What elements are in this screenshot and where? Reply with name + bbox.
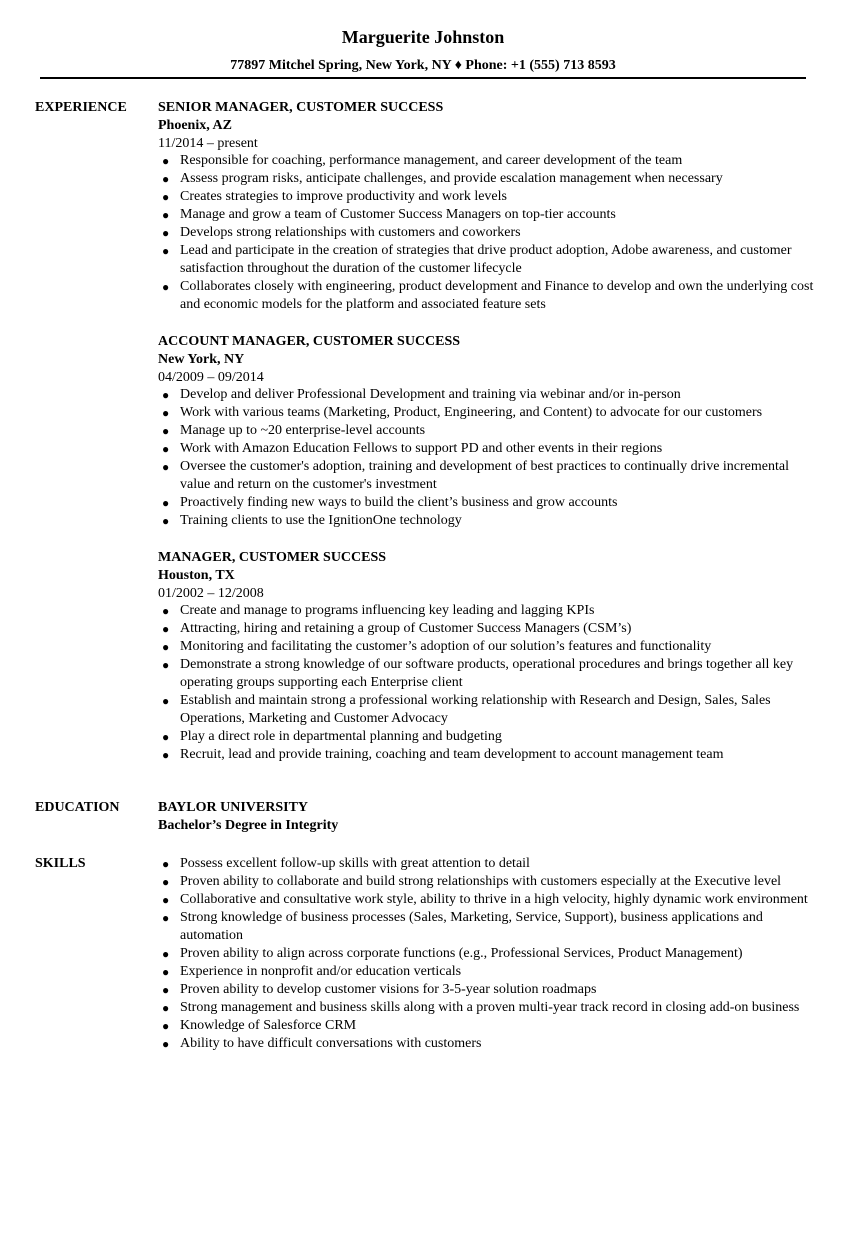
- bullet-icon: ●: [162, 604, 170, 618]
- bullet-text: Develop and deliver Professional Development and training via webinar and/or in-person: [180, 387, 681, 402]
- bullet-icon: ●: [162, 1019, 170, 1033]
- bullet-text: Assess program risks, anticipate challenges, and provide escalation management when necessary: [180, 171, 723, 186]
- bullet-item: [158, 188, 818, 206]
- bullet-icon: ●: [162, 965, 170, 979]
- bullet-text: Work with Amazon Education Fellows to support PD and other events in their regions: [180, 441, 663, 456]
- bullet-item: [158, 638, 818, 656]
- bullet-icon: ●: [162, 983, 170, 997]
- bullet-icon: ●: [162, 388, 170, 402]
- bullet-text: Strong knowledge of business processes (Sales, Marketing, Service, Support), business applications and automation: [180, 910, 763, 943]
- bullet-item: [158, 1017, 818, 1035]
- bullet-icon: ●: [162, 694, 170, 708]
- bullet-text: Ability to have difficult conversations with customers: [180, 1036, 482, 1051]
- job-location: Phoenix, AZ: [158, 118, 232, 133]
- bullet-item: [158, 458, 818, 494]
- bullet-text: Proven ability to align across corporate functions (e.g., Professional Services, Product Management): [180, 946, 743, 961]
- bullet-icon: ●: [162, 658, 170, 672]
- bullet-text: Responsible for coaching, performance management, and career development of the team: [180, 153, 683, 168]
- bullet-icon: ●: [162, 730, 170, 744]
- bullet-item: [158, 728, 818, 746]
- job-entry: [158, 549, 818, 764]
- bullet-text: Oversee the customer's adoption, training and development of best practices to continually drive incremental value and return on the customer's investment: [180, 459, 789, 492]
- bullet-icon: ●: [162, 1037, 170, 1051]
- bullet-text: Experience in nonprofit and/or education verticals: [180, 964, 462, 979]
- job-title: ACCOUNT MANAGER, CUSTOMER SUCCESS: [158, 334, 461, 349]
- bullet-item: [158, 873, 818, 891]
- bullet-text: Manage up to ~20 enterprise-level accounts: [180, 423, 426, 438]
- bullet-item: [158, 746, 818, 764]
- bullet-icon: ●: [162, 622, 170, 636]
- bullet-icon: ●: [162, 424, 170, 438]
- job-location: New York, NY: [158, 352, 245, 367]
- bullet-text: Attracting, hiring and retaining a group of Customer Success Managers (CSM’s): [180, 621, 632, 636]
- bullet-icon: ●: [162, 172, 170, 186]
- job-title: MANAGER, CUSTOMER SUCCESS: [158, 550, 387, 565]
- job-title: SENIOR MANAGER, CUSTOMER SUCCESS: [158, 100, 444, 115]
- bullet-icon: ●: [162, 748, 170, 762]
- experience-heading: EXPERIENCE: [35, 100, 127, 115]
- bullet-item: [158, 963, 818, 981]
- bullet-item: [158, 602, 818, 620]
- bullet-icon: ●: [162, 496, 170, 510]
- bullet-icon: ●: [162, 442, 170, 456]
- bullet-text: Training clients to use the IgnitionOne technology: [180, 513, 462, 528]
- experience-body: [158, 99, 818, 783]
- bullet-text: Develops strong relationships with customers and coworkers: [180, 225, 521, 240]
- bullet-item: [158, 945, 818, 963]
- bullet-text: Proven ability to collaborate and build strong relationships with customers especially at the Executive level: [180, 874, 782, 889]
- bullet-item: [158, 891, 818, 909]
- job-bullets: [158, 386, 818, 530]
- bullet-icon: ●: [162, 406, 170, 420]
- bullet-text: Possess excellent follow-up skills with great attention to detail: [180, 856, 530, 871]
- bullet-item: [158, 692, 818, 728]
- bullet-text: Collaborates closely with engineering, product development and Finance to develop and own the underlying cost and economic models for the platform and associated feature sets: [180, 279, 814, 312]
- education-heading: EDUCATION: [35, 800, 120, 815]
- degree: Bachelor’s Degree in Integrity: [158, 818, 339, 833]
- bullet-item: [158, 422, 818, 440]
- bullet-icon: ●: [162, 460, 170, 474]
- job-entry: [158, 99, 818, 314]
- bullet-item: [158, 656, 818, 692]
- bullet-icon: ●: [162, 280, 170, 294]
- bullet-text: Proven ability to develop customer visions for 3-5-year solution roadmaps: [180, 982, 597, 997]
- bullet-text: Monitoring and facilitating the customer’s adoption of our solution’s features and functionality: [180, 639, 712, 654]
- bullet-item: [158, 999, 818, 1017]
- bullet-item: [158, 404, 818, 422]
- bullet-text: Demonstrate a strong knowledge of our software products, operational procedures and brings together all key operating groups supporting each Enterprise client: [180, 657, 794, 690]
- bullet-icon: ●: [162, 911, 170, 925]
- bullet-item: [158, 981, 818, 999]
- contact-line: 77897 Mitchel Spring, New York, NY ♦ Phone: +1 (555) 713 8593: [230, 58, 616, 73]
- bullet-item: [158, 620, 818, 638]
- skills-heading: SKILLS: [35, 856, 86, 871]
- bullet-text: Creates strategies to improve productivity and work levels: [180, 189, 507, 204]
- bullet-icon: ●: [162, 893, 170, 907]
- bullet-item: [158, 170, 818, 188]
- job-dates: 01/2002 – 12/2008: [158, 586, 264, 601]
- job-bullets: [158, 602, 818, 764]
- bullet-item: [158, 1035, 818, 1053]
- bullet-icon: ●: [162, 857, 170, 871]
- bullet-icon: ●: [162, 244, 170, 258]
- bullet-text: Collaborative and consultative work style, ability to thrive in a high velocity, highly dynamic work environment: [180, 892, 808, 907]
- bullet-text: Work with various teams (Marketing, Product, Engineering, and Content) to advocate for our customers: [180, 405, 763, 420]
- skills-body: [158, 855, 818, 1053]
- bullet-icon: ●: [162, 875, 170, 889]
- bullet-item: [158, 855, 818, 873]
- bullet-item: [158, 494, 818, 512]
- bullet-text: Proactively finding new ways to build the client’s business and grow accounts: [180, 495, 618, 510]
- bullet-item: [158, 278, 818, 314]
- bullet-item: [158, 206, 818, 224]
- bullet-text: Manage and grow a team of Customer Success Managers on top-tier accounts: [180, 207, 616, 222]
- bullet-text: Recruit, lead and provide training, coaching and team development to account management team: [180, 747, 724, 762]
- education-body: [158, 799, 818, 835]
- bullet-icon: ●: [162, 514, 170, 528]
- bullet-text: Play a direct role in departmental planning and budgeting: [180, 729, 502, 744]
- bullet-item: [158, 242, 818, 278]
- bullet-text: Lead and participate in the creation of strategies that drive product adoption, Adobe awareness, and customer satisfaction throughout the duration of the customer lifecycle: [180, 243, 792, 276]
- skills-bullets: [158, 855, 818, 1053]
- candidate-name: Marguerite Johnston: [341, 27, 505, 47]
- job-bullets: [158, 152, 818, 314]
- header-divider: [40, 77, 806, 79]
- bullet-icon: ●: [162, 208, 170, 222]
- bullet-icon: ●: [162, 190, 170, 204]
- resume-header: [40, 26, 806, 79]
- job-entry: [158, 333, 818, 530]
- bullet-text: Create and manage to programs influencing key leading and lagging KPIs: [180, 603, 595, 618]
- bullet-item: [158, 386, 818, 404]
- bullet-icon: ●: [162, 154, 170, 168]
- bullet-item: [158, 152, 818, 170]
- bullet-item: [158, 909, 818, 945]
- bullet-item: [158, 440, 818, 458]
- job-dates: 04/2009 – 09/2014: [158, 370, 264, 385]
- bullet-icon: ●: [162, 226, 170, 240]
- bullet-text: Strong management and business skills along with a proven multi-year track record in closing add-on business: [180, 1000, 800, 1015]
- bullet-item: [158, 512, 818, 530]
- bullet-item: [158, 224, 818, 242]
- job-location: Houston, TX: [158, 568, 235, 583]
- bullet-icon: ●: [162, 947, 170, 961]
- bullet-text: Establish and maintain strong a professional working relationship with Research and Design, Sales, Sales Operations, Marketing and Customer Advocacy: [180, 693, 771, 726]
- job-dates: 11/2014 – present: [158, 136, 258, 151]
- bullet-text: Knowledge of Salesforce CRM: [180, 1018, 357, 1033]
- bullet-icon: ●: [162, 640, 170, 654]
- school-name: BAYLOR UNIVERSITY: [158, 800, 309, 815]
- bullet-icon: ●: [162, 1001, 170, 1015]
